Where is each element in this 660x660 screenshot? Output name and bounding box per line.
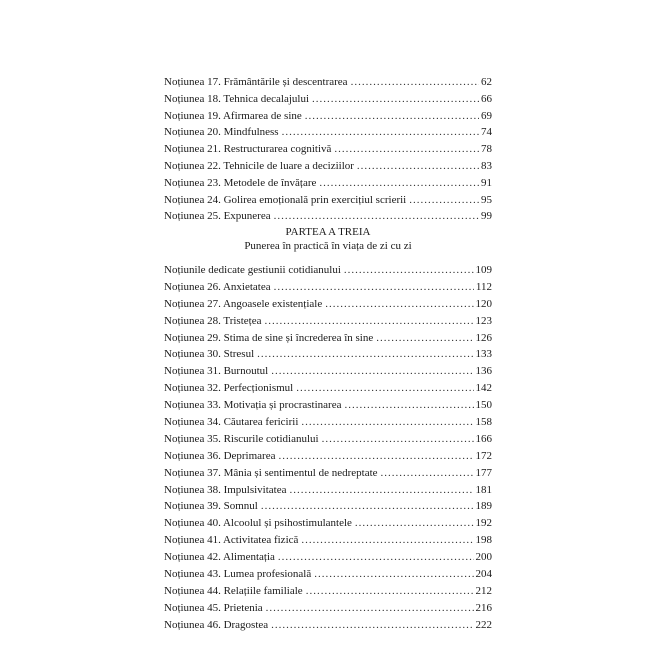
toc-entry (164, 74, 492, 91)
toc-entry-page: 150 (475, 399, 492, 412)
toc-leader-dots (264, 313, 473, 330)
toc-leader-dots (357, 158, 479, 175)
toc-entry (164, 91, 492, 108)
toc-entry-page: 189 (475, 500, 492, 513)
toc-leader-dots (301, 532, 473, 549)
toc-entry-page: 66 (481, 92, 492, 105)
toc-entry (164, 414, 492, 431)
toc-leader-dots (282, 124, 479, 141)
toc-leader-dots (274, 279, 474, 296)
toc-leader-dots (266, 600, 474, 617)
toc-leader-dots (351, 74, 479, 91)
toc-entry-page: 109 (475, 264, 492, 276)
toc-entry-page: 126 (475, 331, 492, 344)
toc-entry-page: 158 (475, 416, 492, 429)
toc-entry (164, 262, 492, 279)
toc-leader-dots (376, 330, 473, 347)
toc-entry-title: Noțiunea 35. Riscurile cotidianului (164, 432, 319, 445)
toc-entry (164, 279, 492, 296)
toc-entry (164, 346, 492, 363)
toc-entry-page: 95 (481, 193, 492, 206)
toc-leader-dots (312, 91, 479, 108)
toc-entry (164, 515, 492, 532)
toc-entry-title: Noțiunea 44. Relațiile familiale (164, 584, 303, 597)
toc-entry (164, 108, 492, 125)
toc-entry (164, 431, 492, 448)
toc-entry-title: Noțiunea 18. Tehnica decalajului (164, 92, 310, 105)
toc-entry (164, 397, 492, 414)
toc-entry (164, 124, 492, 141)
toc-entry (164, 313, 492, 330)
toc-entry (164, 482, 492, 499)
toc-entry-page: 216 (475, 601, 492, 614)
toc-entry-page: 78 (481, 143, 492, 156)
toc-entry-page: 172 (475, 449, 492, 462)
toc-leader-dots (325, 296, 473, 313)
toc-entry (164, 330, 492, 347)
toc-entry-page: 91 (481, 176, 492, 189)
toc-entry (164, 465, 492, 482)
toc-entry-page: 177 (475, 466, 492, 479)
toc-entry-title: Noțiunea 29. Stima de sine și încrederea în sine (164, 331, 374, 344)
toc-entry-page: 69 (481, 109, 492, 122)
toc-entry-page: 133 (475, 348, 492, 361)
part-heading (164, 225, 492, 253)
toc-entry (164, 566, 492, 583)
toc-leader-dots (344, 397, 473, 414)
toc-leader-dots (306, 583, 474, 600)
toc-entry-title: Noțiunea 43. Lumea profesională (164, 568, 312, 581)
toc-leader-dots (257, 346, 473, 363)
toc-entry-title: Noțiunea 23. Metodele de învățare (164, 176, 317, 189)
toc-entry-title: Noțiunea 17. Frământările și descentrarea (164, 76, 348, 88)
toc-leader-dots (334, 141, 479, 158)
toc-entry-page: 222 (475, 618, 492, 631)
toc-entry (164, 363, 492, 380)
toc-entry-title: Noțiunea 40. Alcoolul și psihostimulantele (164, 517, 352, 530)
toc-entry (164, 208, 492, 225)
toc-entry (164, 192, 492, 209)
toc-entry (164, 380, 492, 397)
toc-entry-title: Noțiunea 39. Somnul (164, 500, 258, 513)
toc-entry-title: Noțiunea 21. Restructurarea cognitivă (164, 143, 332, 156)
toc-entry-page: 62 (481, 76, 492, 88)
toc-entry-title: Noțiunea 46. Dragostea (164, 618, 269, 631)
toc-leader-dots (344, 262, 474, 279)
toc-entry-title: Noțiunea 31. Burnoutul (164, 365, 269, 378)
toc-entry-title: Noțiunea 27. Angoasele existențiale (164, 297, 323, 310)
toc-entry (164, 532, 492, 549)
toc-entry (164, 617, 492, 634)
toc-entry (164, 583, 492, 600)
toc-entry-page: 74 (481, 126, 492, 139)
toc-entry-page: 136 (475, 365, 492, 378)
toc-entry (164, 141, 492, 158)
toc-entry-page: 83 (481, 159, 492, 172)
toc-entry-title: Noțiunea 33. Motivația și procrastinarea (164, 399, 342, 412)
toc-entry-title: Noțiunea 45. Prietenia (164, 601, 263, 614)
toc-entry (164, 549, 492, 566)
toc-entry-title: Noțiunea 30. Stresul (164, 348, 255, 361)
toc-leader-dots (409, 192, 479, 209)
toc-leader-dots (355, 515, 474, 532)
toc-section-part-two-continued (164, 74, 492, 225)
part-subtitle: Punerea în practică în viața de zi cu zi (244, 240, 412, 252)
toc-entry-title: Noțiunea 42. Alimentația (164, 551, 275, 564)
toc-entry (164, 600, 492, 617)
toc-entry-page: 99 (481, 210, 492, 223)
toc-entry-page: 192 (475, 517, 492, 530)
toc-leader-dots (274, 208, 479, 225)
toc-leader-dots (305, 108, 479, 125)
toc-leader-dots (290, 482, 474, 499)
toc-entry-title: Noțiunea 37. Mânia și sentimentul de nedreptate (164, 466, 378, 479)
toc-entry (164, 175, 492, 192)
toc-entry (164, 448, 492, 465)
toc-entry-page: 212 (475, 584, 492, 597)
toc-entry-page: 204 (475, 568, 492, 581)
toc-leader-dots (314, 566, 473, 583)
toc-leader-dots (261, 498, 474, 515)
toc-leader-dots (271, 617, 473, 634)
toc-leader-dots (301, 414, 473, 431)
toc-entry-page: 142 (475, 382, 492, 395)
toc-entry-title: Noțiunea 26. Anxietatea (164, 280, 271, 293)
toc-entry-title: Noțiunea 20. Mindfulness (164, 126, 279, 139)
toc-entry-title: Noțiunea 38. Impulsivitatea (164, 483, 287, 496)
toc-entry-page: 123 (475, 314, 492, 327)
toc-leader-dots (271, 363, 473, 380)
toc-entry-title: Noțiunea 22. Tehnicile de luare a deciziilor (164, 159, 354, 172)
toc-leader-dots (296, 380, 473, 397)
toc-leader-dots (319, 175, 479, 192)
toc-entry-page: 120 (475, 297, 492, 310)
toc-entry-page: 181 (475, 483, 492, 496)
toc-entry-title: Noțiunea 34. Căutarea fericirii (164, 416, 299, 429)
toc-entry-title: Noțiunea 19. Afirmarea de sine (164, 109, 302, 122)
toc-entry (164, 158, 492, 175)
toc-entry-title: Noțiunea 41. Activitatea fizică (164, 534, 299, 547)
toc-entry-title: Noțiunile dedicate gestiunii cotidianului (164, 264, 341, 276)
toc-entry (164, 296, 492, 313)
toc-entry-title: Noțiunea 24. Golirea emoțională prin exercițiul scrierii (164, 193, 407, 206)
toc-entry (164, 498, 492, 515)
part-title: PARTEA A TREIA (285, 226, 371, 238)
toc-entry-title: Noțiunea 36. Deprimarea (164, 449, 276, 462)
toc-entry-page: 200 (475, 551, 492, 564)
toc-leader-dots (381, 465, 474, 482)
toc-leader-dots (322, 431, 474, 448)
toc-leader-dots (278, 448, 473, 465)
toc-section-part-three (164, 262, 492, 634)
toc-entry-page: 112 (475, 280, 492, 293)
toc-entry-title: Noțiunea 32. Perfecționismul (164, 382, 294, 395)
toc-entry-title: Noțiunea 25. Expunerea (164, 210, 271, 223)
toc-entry-title: Noțiunea 28. Tristețea (164, 314, 262, 327)
toc-entry-page: 198 (475, 534, 492, 547)
toc-leader-dots (278, 549, 474, 566)
toc-entry-page: 166 (475, 432, 492, 445)
